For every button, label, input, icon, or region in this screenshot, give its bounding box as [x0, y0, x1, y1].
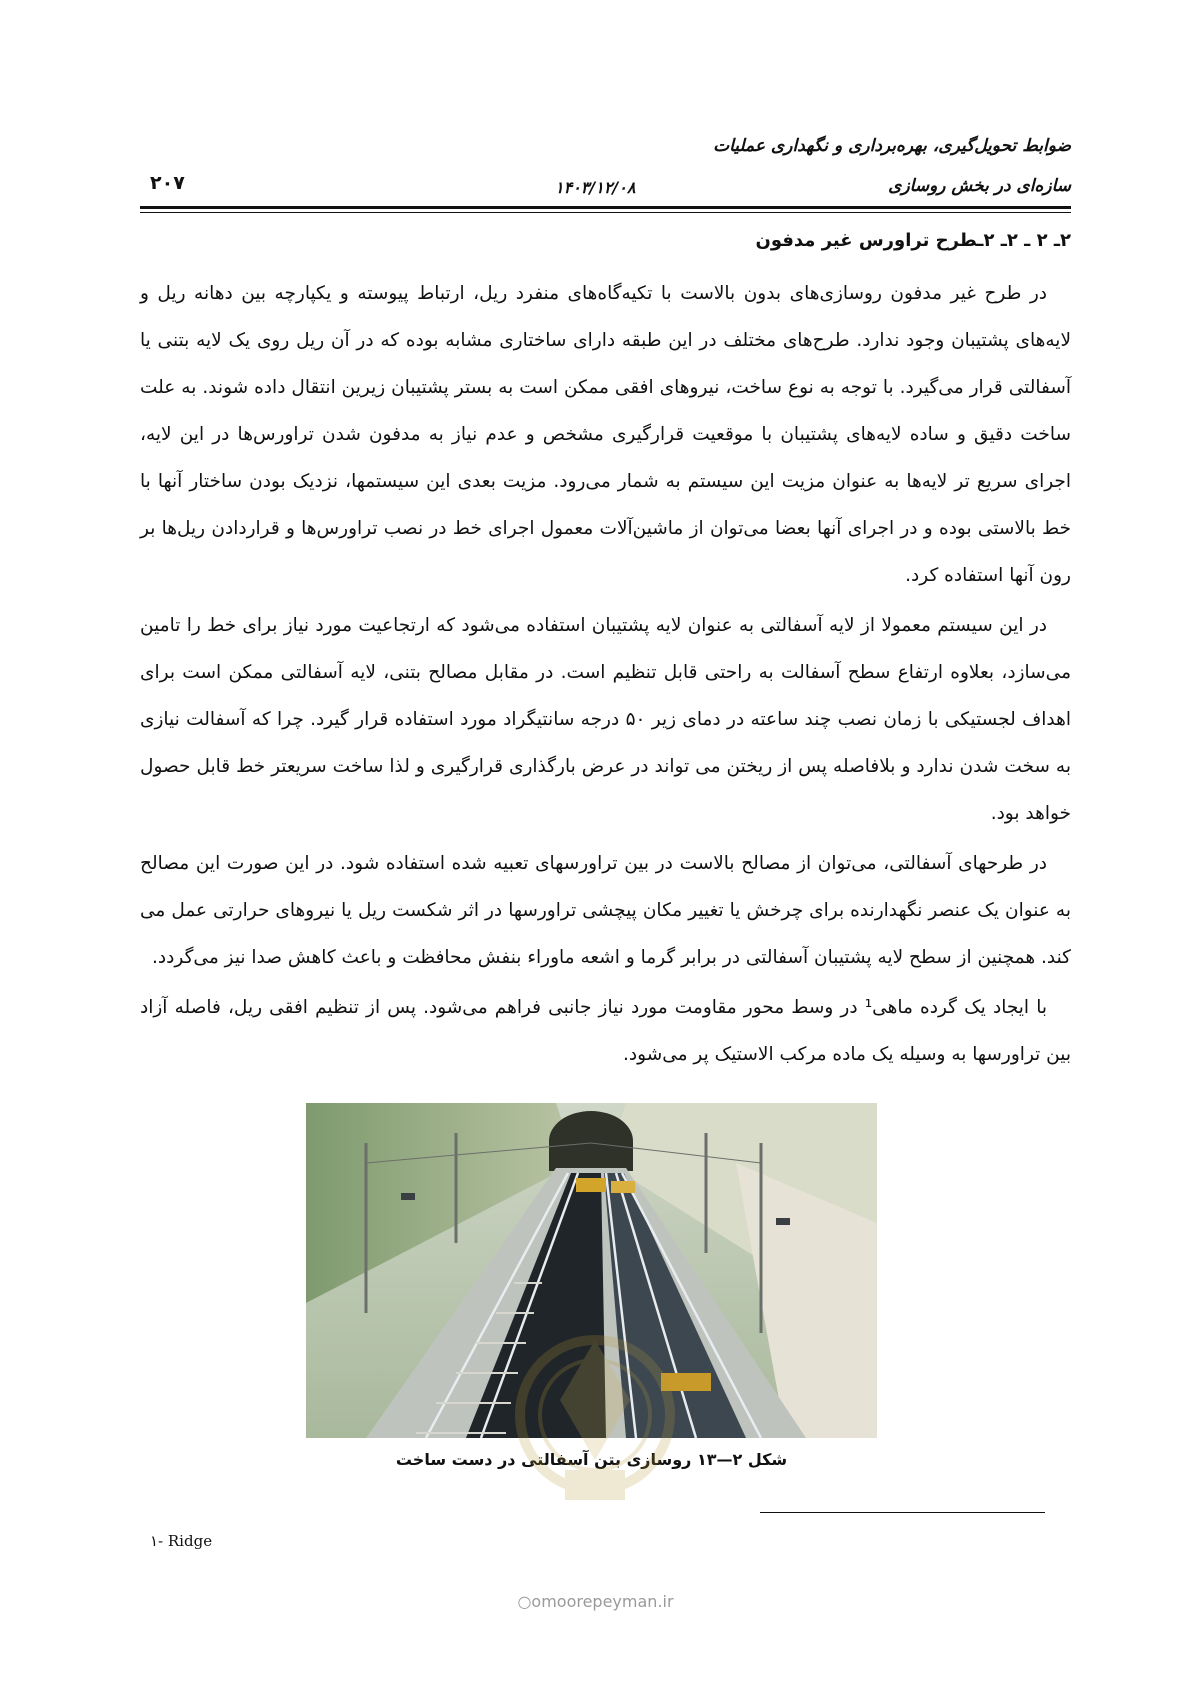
- footnote-rule: [760, 1512, 1045, 1513]
- header-date: ۱۴۰۳/۱۲/۰۸: [555, 178, 636, 197]
- footnote: ۱- Ridge: [150, 1532, 213, 1550]
- page-number: ۲۰۷: [150, 172, 185, 194]
- watermark-label: omoorepeyman.ir: [531, 1592, 674, 1611]
- paragraph-4: با ایجاد یک گرده ماهی¹ در وسط محور مقاومت مورد نیاز جانبی فراهم می‌شود. پس از تنظیم افقی ریل، فاصله آزاد بین تراورسها به وسیله یک ماده مرکب الاستیک پر می‌شود.: [140, 997, 1071, 1065]
- paragraph-3: در طرحهای آسفالتی، می‌توان از مصالح بالاست در بین تراورسهای تعبیه شده استفاده شود. در این صورت این مصالح به عنوان یک عنصر نگهدارنده برای چرخش یا تغییر مکان پیچشی تراورسها در اثر شکست ریل یا نیروهای حرارتی عمل می کند. همچنین از سطح لایه پشتیبان آسفالتی در برابر گرما و اشعه ماوراء بنفش محافظت و باعث کاهش صدا نیز می‌گردد.: [140, 853, 1071, 968]
- section-heading: ۲ـ ۲ ـ ۲ـ ۲ـطرح تراورس غیر مدفون: [755, 230, 1071, 251]
- header-rule-thick: [140, 206, 1071, 209]
- header-subtitle: سازه‌ای در بخش روسازی: [888, 176, 1071, 196]
- paragraph-2: در این سیستم معمولا از لایه آسفالتی به عنوان لایه پشتیبان استفاده می‌شود که ارتجاعیت مورد نیاز برای خط را تامین می‌سازد، بعلاوه ارتفاع سطح آسفالت به راحتی قابل تنظیم است. در مقابل مصالح بتنی، لایه آسفالتی ممکن است برای اهداف لجستیکی با زمان نصب چند ساعته در دمای زیر ۵۰ درجه سانتیگراد مورد استفاده قرار گیرد. چرا که آسفالت نیازی به سخت شدن ندارد و بلافاصله پس از ریختن می تواند در عرض بارگذاری قرارگیری و لذا ساخت سریعتر خط قابل حصول خواهد بود.: [140, 615, 1071, 824]
- track-construction-photo: [306, 1103, 877, 1438]
- at-icon: ○: [517, 1592, 532, 1611]
- header-rule-thin: [140, 212, 1071, 213]
- header-title: ضوابط تحویل‌گیری، بهره‌برداری و نگهداری عملیات: [713, 136, 1071, 156]
- watermark-text: [0, 1592, 1191, 1611]
- figure-caption: شکل ۲—۱۳ روسازی بتن آسفالتی در دست ساخت: [395, 1450, 788, 1469]
- paragraph-1: در طرح غیر مدفون روسازی‌های بدون بالاست با تکیه‌گاه‌های منفرد ریل، ارتباط پیوسته و یکپارچه بین دهانه ریل و لایه‌های پشتیبان وجود ندارد. طرح‌های مختلف در این طبقه دارای ساختاری مشابه بوده که در آن ریل روی یک لایه بتنی یا آسفالتی قرار می‌گیرد. با توجه به نوع ساخت، نیروهای افقی ممکن است به بستر پشتیبان زیرین انتقال داده شوند. به علت ساخت دقیق و ساده لایه‌های پشتیبان با موقعیت قرارگیری مشخص و عدم نیاز به مدفون شدن تراورس‌ها در این لایه، اجرای سریع تر لایه‌ها به عنوان مزیت این سیستم به شمار می‌رود. مزیت بعدی این سیستمها، نزدیک بودن ساختار آنها با خط بالاستی بوده و در اجرای آنها بعضا می‌توان از ماشین‌آلات معمول اجرای خط در نصب تراورس‌ها و قراردادن ریل‌ها بر رون آنها استفاده کرد.: [140, 283, 1071, 586]
- body-text: [140, 270, 1071, 1081]
